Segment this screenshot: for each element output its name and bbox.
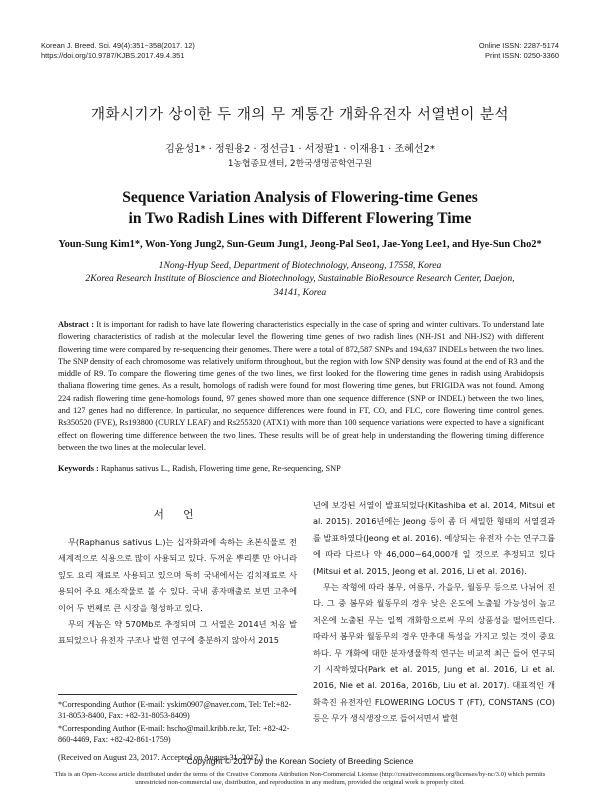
print-issn: Print ISSN: 0250-3360 (485, 51, 559, 60)
authors-english: Youn-Sung Kim1*, Won-Yong Jung2, Sun-Geum Jung1, Jeong-Pal Seo1, Jae-Yong Lee1, and Hye-Sun Cho2* (58, 239, 542, 250)
abstract (58, 319, 544, 454)
paragraph: 무의 게놈은 약 570Mb로 추정되며 그 서열은 2014년 처음 발표되었으나 유전자 구조나 발현 연구에 충분하지 않아서 2015 (58, 619, 297, 646)
received-date: (Received on August 23, 2017. Accepted on August 31, 2017.) (58, 752, 263, 762)
abstract-text: It is important for radish to have late flowering characteristics especially in the case of spring and winter cultivars. To understand late flowering characteristics of radish at the molecular level the flowering time genes of two radish lines (NH-JS1 and NH-JS2) with different flowering time were compared by re-sequencing their genomes. There were a total of 872,587 SNPs and 194,637 INDELs between the two lines. The SNP density of each chromosome was relatively uniform throughout, but the region with low SNP density was found at the end of R3 and the middle of R9. To compare the flowering time genes of the two lines, we first looked for the flowering time genes in radish using Arabidopsis thaliana flowering time genes. As a result, homologs of radish were found for most flowering time genes, but FRIGIDA was not found. Among 224 radish flowering time gene-homologs found, 97 genes showed more than one sequence difference (SNP or INDEL) between the two lines, and 127 genes had no difference. In particular, no sequence differences were found in FT, CO, and FLC, core flowering time control genes. Rs350520 (FVE), Rs193800 (CURLY LEAF) and Rs255320 (ATX1) with more than 100 sequence variations were expected to have a significant effect on flowering time difference between the two lines. These results will be of great help in understanding the flowering timing difference between the two lines at the molecular level. (58, 320, 545, 452)
affiliation-2: 2Korea Research Institute of Bioscience and Biotechnology, Sustainable BioResource Research Center, Daejon, (85, 273, 515, 285)
paragraph: 무는 작형에 따라 봄무, 여름무, 가을무, 월동무 등으로 나뉘어 진다. 그 중 봄무와 월동무의 경우 낮은 온도에 노출될 가능성이 높고 저온에 노출된 무는 일찍 개화함으로써 무의 상품성을 떨어뜨린다. 따라서 봄무와 월동무의 경우 만추대 특성을 가지고 있는 것이 중요하다. 무 개화에 대한 분자생물학적 연구는 비교적 최근 들어 연구되기 시작하였다(Park et al. 2015, Jung et al. 2016, Li et al. 2016, Nie et al. 2016a, 2016b, Liu et al. 2017). 대표적인 개화촉진 유전자인 FLOWERING LOCUS T (FT), CONSTANS (CO) 등은 무가 생식생장으로 들어서면서 발현 (313, 582, 555, 724)
affiliations-korean: 1농협종묘센터, 2한국생명공학연구원 (227, 159, 373, 169)
keywords (58, 464, 544, 473)
introduction-right (313, 497, 555, 727)
keywords-label: Keywords : (58, 464, 99, 473)
affiliations-english (40, 259, 560, 299)
journal-header (41, 41, 195, 61)
copyright: Copyright © 2017 by the Korean Society of Breeding Science (186, 756, 414, 766)
corresponding-author-2: *Corresponding Author (E-mail: hscho@mail.kribb.re.kr, Tel: +82-42-860-4469, Fax: +82-42-861-1759) (58, 723, 290, 745)
affiliation-1: 1Nong-Hyup Seed, Department of Biotechnology, Anseong, 17558, Korea (158, 260, 442, 271)
title-english (40, 187, 560, 229)
introduction-left (58, 534, 297, 649)
paragraph: 무(Raphanus sativus L.)는 십자화과에 속하는 초본식물로 전세계적으로 식용으로 많이 사용되고 있다. 두꺼운 뿌리뿐 만 아니라 잎도 요리 재료로 사용되고 있으며 특히 국내에서는 김치재료로 사용되어 주요 채소작물로 볼 수 있다. 국내 종자매출로 보면 고추에 이어 두 번째로 큰 시장을 형성하고 있다. (58, 537, 297, 613)
corresponding-author-1: *Corresponding Author (E-mail: yskim0907@naver.com, Tel: Tel:+82-31-8053-8400, Fax: +82-31-8053-8409) (58, 700, 292, 721)
right-column (313, 497, 555, 727)
affiliation-2-cont: 34141, Korea (273, 286, 327, 298)
authors-korean: 김윤성1* · 정원용2 · 정선금1 · 서정팔1 · 이재용1 · 조혜선2* (165, 144, 435, 155)
title-english-line2: in Two Radish Lines with Different Flowering Time (128, 210, 472, 227)
license-text: This is an Open-Access article distributed under the terms of the Creative Commons Attribution Non-Commercial License (http://creativecommons.org/licenses/by-nc/3.0) which permits unrestricted non-commercial use, distribution, and reproduction in any medium, provided the original work is properly cited. (54, 771, 546, 786)
journal-citation: Korean J. Breed. Sci. 49(4):351~358(2017. 12) (41, 41, 195, 50)
paragraph: 년에 보강된 서열이 발표되었다(Kitashiba et al. 2014, Mitsui et al. 2015). 2016년에는 Jeong 등이 좀 더 세밀한 형태의 서열결과를 발표하였다(Jeong et al. 2016). 예상되는 유전자 수는 연구그룹에 따라 다르나 약 46,000~64,000개 일 것으로 추정되고 있다(Mitsui et al. 2015, Jeong et al. 2016, Li et al. 2016). (313, 500, 555, 576)
abstract-label: Abstract : (58, 320, 94, 329)
corresponding-notes (58, 694, 297, 764)
title-korean: 개화시기가 상이한 두 개의 무 계통간 개화유전자 서열변이 분석 (90, 107, 510, 123)
title-english-line1: Sequence Variation Analysis of Flowering-time Genes (122, 189, 478, 206)
left-column (58, 497, 297, 649)
doi-link[interactable]: https://doi.org/10.9787/KJBS.2017.49.4.351 (41, 51, 185, 60)
keywords-text: Raphanus sativus L., Radish, Flowering time gene, Re-sequencing, SNP (100, 464, 341, 473)
issn-header (479, 41, 559, 61)
online-issn: Online ISSN: 2287-5174 (478, 41, 559, 50)
introduction-heading: 서 언 (153, 509, 202, 521)
